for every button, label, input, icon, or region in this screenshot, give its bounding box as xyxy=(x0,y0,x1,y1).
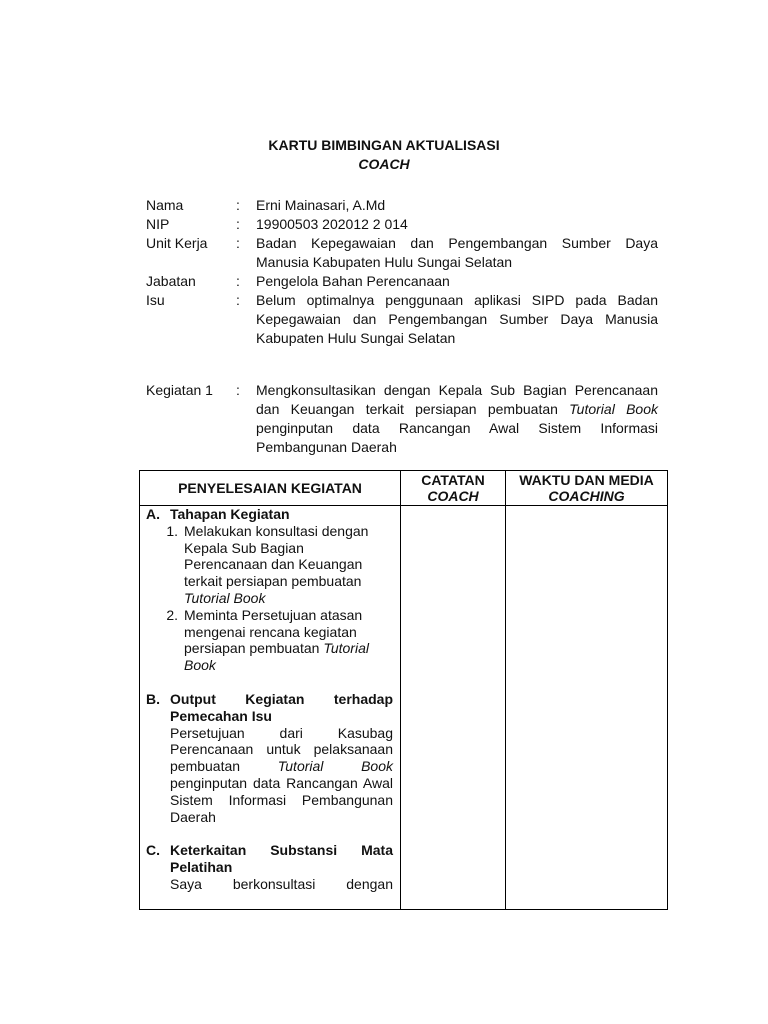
list-item-text xyxy=(184,607,384,674)
section-a-heading xyxy=(146,506,400,523)
section-b-text-b: penginputan data Rancangan Awal Sistem Informasi Pembangunan Daerah xyxy=(170,774,393,825)
list-item xyxy=(146,523,400,607)
header-waktu-line1: WAKTU DAN MEDIA xyxy=(519,472,654,488)
kegiatan-text-b: penginputan data Rancangan Awal Sistem Informasi Pembangunan Daerah xyxy=(256,420,658,455)
list-item-body: Melakukan konsultasi dengan Kepala Sub Bagian Perencanaan dan Keuangan terkait persiapan pembuatan xyxy=(184,522,369,590)
section-b-heading xyxy=(146,691,400,725)
document-title: KARTU BIMBINGAN AKTUALISASI xyxy=(268,137,500,153)
info-label: Isu xyxy=(146,292,165,308)
header-waktu xyxy=(506,471,668,506)
list-item-number: 2. xyxy=(166,606,178,623)
section-b-text xyxy=(146,725,400,826)
section-b-title: Output Kegiatan terhadap Pemecahan Isu xyxy=(170,690,393,724)
info-value: 19900503 202012 2 014 xyxy=(256,216,408,232)
list-item xyxy=(146,607,400,674)
info-row-isu xyxy=(146,291,658,348)
info-value: Badan Kepegawaian dan Pengembangan Sumber Daya Manusia Kabupaten Hulu Sungai Selatan xyxy=(256,235,658,270)
coaching-table xyxy=(139,470,668,910)
list-item-text xyxy=(184,523,384,607)
table-header-row xyxy=(140,471,668,506)
list-item-body: Meminta Persetujuan atasan mengenai rencana kegiatan persiapan pembuatan xyxy=(184,606,363,657)
kegiatan-description xyxy=(256,381,658,457)
section-c-letter: C. xyxy=(146,842,160,859)
catatan-coach-cell xyxy=(401,506,506,910)
section-b-italic: Tutorial Book xyxy=(277,758,393,775)
info-separator: : xyxy=(236,216,240,232)
info-separator: : xyxy=(236,273,240,289)
list-item-italic: Tutorial Book xyxy=(184,640,369,674)
info-row-jabatan xyxy=(146,272,658,291)
info-value: Pengelola Bahan Perencanaan xyxy=(256,273,450,289)
section-a xyxy=(140,506,400,674)
kegiatan-separator: : xyxy=(236,382,240,398)
info-label: Nama xyxy=(146,197,184,213)
kegiatan-block xyxy=(146,381,658,457)
header-catatan-line1: CATATAN xyxy=(421,472,485,488)
info-separator: : xyxy=(236,197,240,213)
kegiatan-label: Kegiatan 1 xyxy=(146,382,213,398)
document-subtitle: COACH xyxy=(358,156,410,172)
section-b-letter: B. xyxy=(146,690,160,707)
info-separator: : xyxy=(236,292,240,308)
table-body-row xyxy=(140,506,668,910)
header-penyelesaian: PENYELESAIAN KEGIATAN xyxy=(140,471,401,506)
info-row-unit-kerja xyxy=(146,234,658,272)
section-c xyxy=(140,842,400,892)
list-item-number: 1. xyxy=(166,522,178,539)
header-catatan-line2: COACH xyxy=(427,488,479,504)
list-item-italic: Tutorial Book xyxy=(184,589,266,606)
header-waktu-line2: COACHING xyxy=(548,488,625,504)
section-c-title: Keterkaitan Substansi Mata Pelatihan xyxy=(170,842,393,876)
kegiatan-row xyxy=(146,381,658,457)
section-a-list xyxy=(146,523,400,674)
info-label: NIP xyxy=(146,216,170,232)
info-label: Jabatan xyxy=(146,273,196,289)
info-row-nama xyxy=(146,196,658,215)
section-b xyxy=(140,691,400,825)
info-value: Erni Mainasari, A.Md xyxy=(256,197,386,213)
info-row-nip xyxy=(146,215,658,234)
section-a-title: Tahapan Kegiatan xyxy=(170,506,290,522)
identity-block xyxy=(146,196,658,348)
header-catatan xyxy=(401,471,506,506)
penyelesaian-cell xyxy=(140,506,401,910)
section-b-text-a: Persetujuan dari Kasubag Perencanaan untuk pelaksanaan pembuatan xyxy=(170,724,393,775)
section-a-letter: A. xyxy=(146,506,160,522)
kegiatan-text-italic: Tutorial Book xyxy=(569,401,658,417)
info-value: Belum optimalnya penggunaan aplikasi SIPD pada Badan Kepegawaian dan Pengembangan Sumber Daya Manusia Kabupaten Hulu Sungai Selatan xyxy=(256,292,658,346)
section-c-heading xyxy=(146,842,400,876)
info-separator: : xyxy=(236,235,240,251)
section-c-text: Saya berkonsultasi dengan xyxy=(170,875,393,892)
kegiatan-text-a: Mengkonsultasikan dengan Kepala Sub Bagian Perencanaan dan Keuangan terkait persiapan pembuatan xyxy=(256,382,658,417)
info-label: Unit Kerja xyxy=(146,235,208,251)
waktu-media-cell xyxy=(506,506,668,910)
